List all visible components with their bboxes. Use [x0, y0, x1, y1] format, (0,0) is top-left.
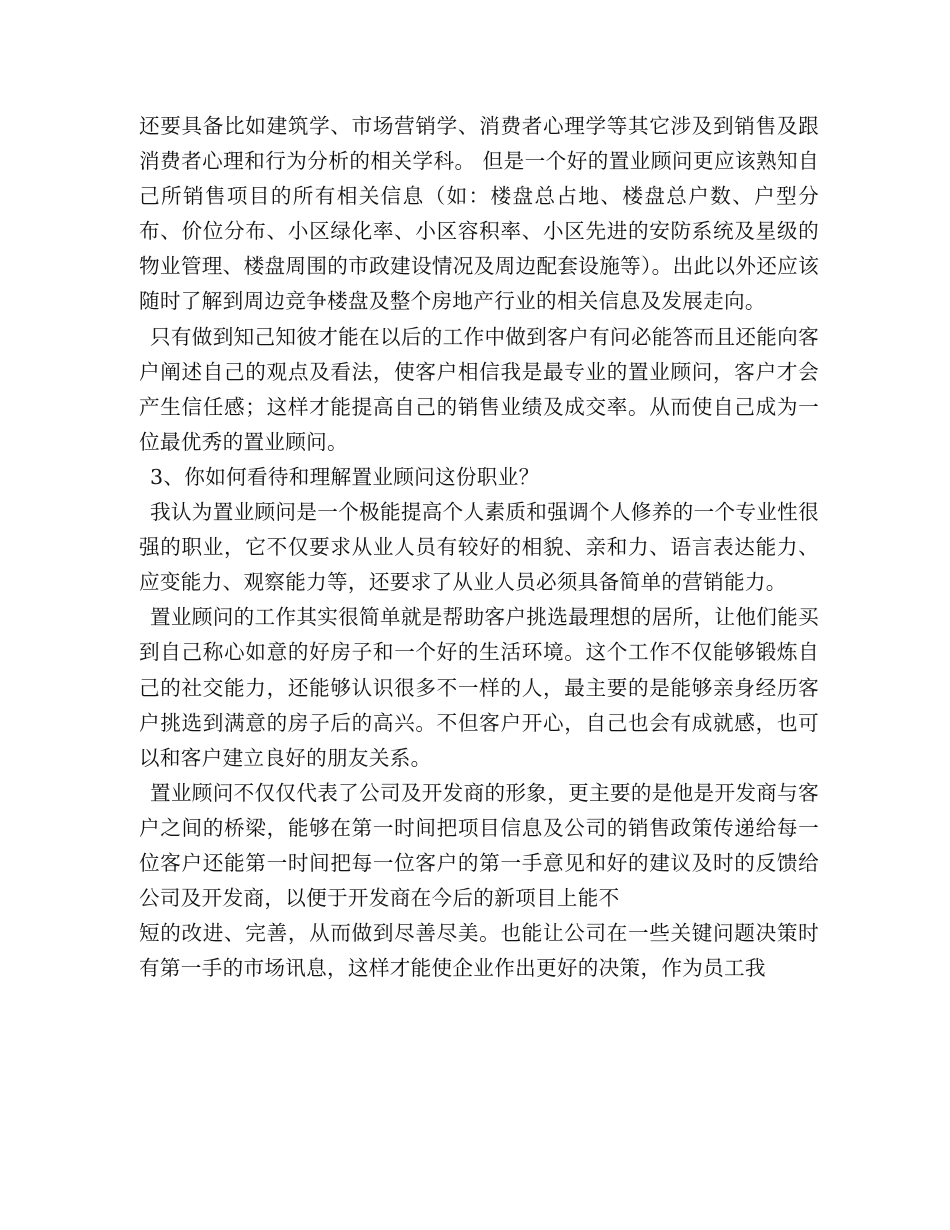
document-body	[139, 109, 819, 986]
paragraph-1: 还要具备比如建筑学、市场营销学、消费者心理学等其它涉及到销售及跟消费者心理和行为分析的相关学科。 但是一个好的置业顾问更应该熟知自己所销售项目的所有相关信息（如：楼盘总占地、楼盘总户数、户型分布、价位分布、小区绿化率、小区容积率、小区先进的安防系统及星级的物业管理、楼盘周围的市政建设情况及周边配套设施等）。出此以外还应该随时了解到周边竞争楼盘及整个房地产行业的相关信息及发展走向。	[139, 114, 819, 314]
section-heading-3: 3、你如何看待和理解置业顾问这份职业？	[150, 464, 540, 489]
paragraph-7: 短的改进、完善，从而做到尽善尽美。也能让公司在一些关键问题决策时有第一手的市场讯息，这样才能使企业作出更好的决策，作为员工我	[139, 921, 819, 981]
paragraph-4: 我认为置业顾问是一个极能提高个人素质和强调个人修养的一个专业性很强的职业，它不仅要求从业人员有较好的相貌、亲和力、语言表达能力、应变能力、观察能力等，还要求了从业人员必须具备简单的营销能力。	[139, 500, 819, 595]
paragraph-2: 只有做到知己知彼才能在以后的工作中做到客户有问必能答而且还能向客户阐述自己的观点及看法，使客户相信我是最专业的置业顾问，客户才会产生信任感；这样才能提高自己的销售业绩及成交率。从而使自己成为一位最优秀的置业顾问。	[139, 324, 819, 454]
paragraph-6: 置业顾问不仅仅代表了公司及开发商的形象，更主要的是他是开发商与客户之间的桥梁，能够在第一时间把项目信息及公司的销售政策传递给每一位客户还能第一时间把每一位客户的第一手意见和好的建议及时的反馈给公司及开发商，以便于开发商在今后的新项目上能不	[139, 780, 819, 911]
paragraph-5: 置业顾问的工作其实很简单就是帮助客户挑选最理想的居所，让他们能买到自己称心如意的好房子和一个好的生活环境。这个工作不仅能够锻炼自己的社交能力，还能够认识很多不一样的人，最主要的是能够亲身经历客户挑选到满意的房子后的高兴。不但客户开心，自己也会有成就感，也可以和客户建立良好的朋友关系。	[139, 605, 819, 770]
